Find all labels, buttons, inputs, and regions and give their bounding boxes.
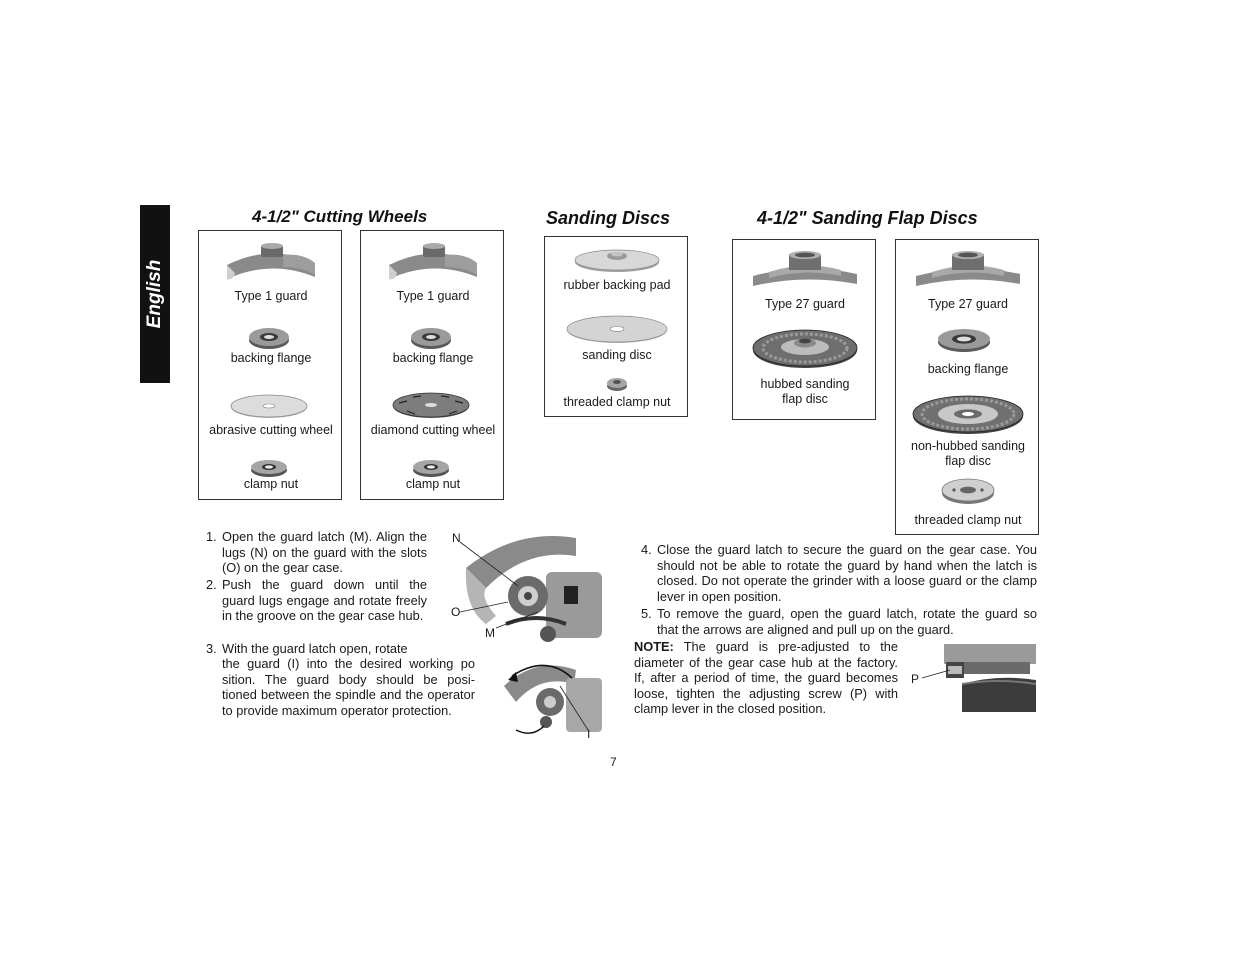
callout-i: I [587, 727, 591, 741]
step-5-text: To remove the guard, open the guard latch, rotate the guard so that the arrows are aligned and pull up on the guard. [657, 606, 1037, 637]
caption-nonhubbed-flap-disc-line2: flap disc [945, 454, 991, 468]
caption-hubbed-flap-disc-line2: flap disc [782, 392, 828, 406]
caption-clamp-nut: clamp nut [405, 477, 461, 491]
box-flap-nonhubbed [895, 239, 1039, 535]
diamond-wheel-icon [391, 391, 471, 419]
caption-backing-flange: backing flange [392, 351, 474, 365]
step-4-number: 4. [641, 542, 652, 557]
note-text: The guard is pre-adjusted to the diameter of the gear case hub at the factory. If, after a period of time, the guard becomes loose, tighten the adjusting screw (P) with clamp lever in the closed position. [634, 639, 898, 717]
backing-flange-icon [936, 326, 992, 354]
step-3-rest: the guard (I) into the desired working po sition. The guard body should be posi- tioned between the spindle and the operator to provide maximum operator protection. [222, 656, 475, 718]
caption-threaded-clamp-nut: threaded clamp nut [563, 395, 671, 409]
step-3-line1 [206, 641, 427, 657]
sanding-disc-icon [565, 313, 669, 345]
heading-flap-discs: 4-1/2" Sanding Flap Discs [757, 208, 978, 228]
guard-rotation-illustration [496, 656, 604, 738]
caption-backing-flange: backing flange [927, 362, 1009, 376]
type27-guard-icon [912, 248, 1024, 292]
backing-flange-icon [247, 326, 291, 350]
caption-threaded-clamp-nut: threaded clamp nut [914, 513, 1022, 527]
step-2-number: 2. [206, 577, 217, 592]
box-sanding-discs [544, 236, 688, 417]
step-3-text-line1: With the guard latch open, rotate [222, 641, 408, 656]
type27-guard-icon [749, 248, 861, 292]
caption-type27-guard: Type 27 guard [765, 297, 845, 311]
heading-sanding-discs: Sanding Discs [546, 208, 671, 228]
abrasive-wheel-icon [229, 393, 309, 419]
nonhubbed-flap-disc-icon [910, 392, 1026, 436]
step-1-text: Open the guard latch (M). Align the lugs (N) on the guard with the slots (O) on the gear case. [222, 529, 427, 576]
guard-mounting-illustration [446, 528, 606, 646]
type1-guard-icon [223, 241, 319, 287]
caption-rubber-backing-pad: rubber backing pad [563, 278, 671, 292]
note-paragraph [634, 639, 898, 717]
callout-n: N [452, 531, 461, 545]
caption-type1-guard: Type 1 guard [396, 289, 470, 303]
hubbed-flap-disc-icon [750, 326, 860, 370]
caption-type27-guard: Type 27 guard [928, 297, 1008, 311]
caption-backing-flange: backing flange [230, 351, 312, 365]
heading-cutting-wheels: 4-1/2" Cutting Wheels [252, 207, 428, 226]
caption-clamp-nut: clamp nut [243, 477, 299, 491]
step-5 [641, 606, 1037, 637]
callout-o: O [451, 605, 461, 619]
threaded-clamp-nut-icon [940, 476, 996, 506]
step-4-text: Close the guard latch to secure the guard on the gear case. You should not be able to rotate the guard by hand when the latch is closed. Do not operate the grinder with a loose guard or the clamp lever in open position. [657, 542, 1037, 604]
caption-type1-guard: Type 1 guard [234, 289, 308, 303]
language-tab [140, 205, 170, 383]
caption-diamond-wheel: diamond cutting wheel [370, 423, 496, 437]
caption-hubbed-flap-disc-line1: hubbed sanding [760, 377, 850, 391]
step-4 [641, 542, 1037, 604]
threaded-clamp-nut-icon [605, 376, 629, 392]
type1-guard-icon [385, 241, 481, 287]
step-1-number: 1. [206, 529, 217, 544]
step-1 [206, 529, 427, 576]
caption-nonhubbed-flap-disc-line1: non-hubbed sanding [911, 439, 1025, 453]
step-2-text: Push the guard down until the guard lugs engage and rotate freely in the groove on the gear case hub. [222, 577, 427, 624]
clamp-nut-icon [411, 457, 451, 479]
callout-p: P [911, 672, 920, 686]
page-number: 7 [610, 755, 617, 769]
step-2 [206, 577, 427, 624]
box-flap-hubbed [732, 239, 876, 420]
caption-sanding-disc: sanding disc [582, 348, 652, 362]
rubber-backing-pad-icon [573, 243, 661, 273]
step-5-number: 5. [641, 606, 652, 621]
box-cutting-diamond [360, 230, 504, 500]
clamp-nut-icon [249, 457, 289, 479]
step-3-number: 3. [206, 641, 217, 656]
backing-flange-icon [409, 326, 453, 350]
box-cutting-abrasive [198, 230, 342, 500]
callout-m: M [485, 626, 495, 640]
caption-abrasive-wheel: abrasive cutting wheel [209, 423, 333, 437]
note-label: NOTE: [634, 639, 674, 654]
adjusting-screw-illustration [918, 640, 1036, 712]
language-tab-label: English [144, 259, 165, 329]
